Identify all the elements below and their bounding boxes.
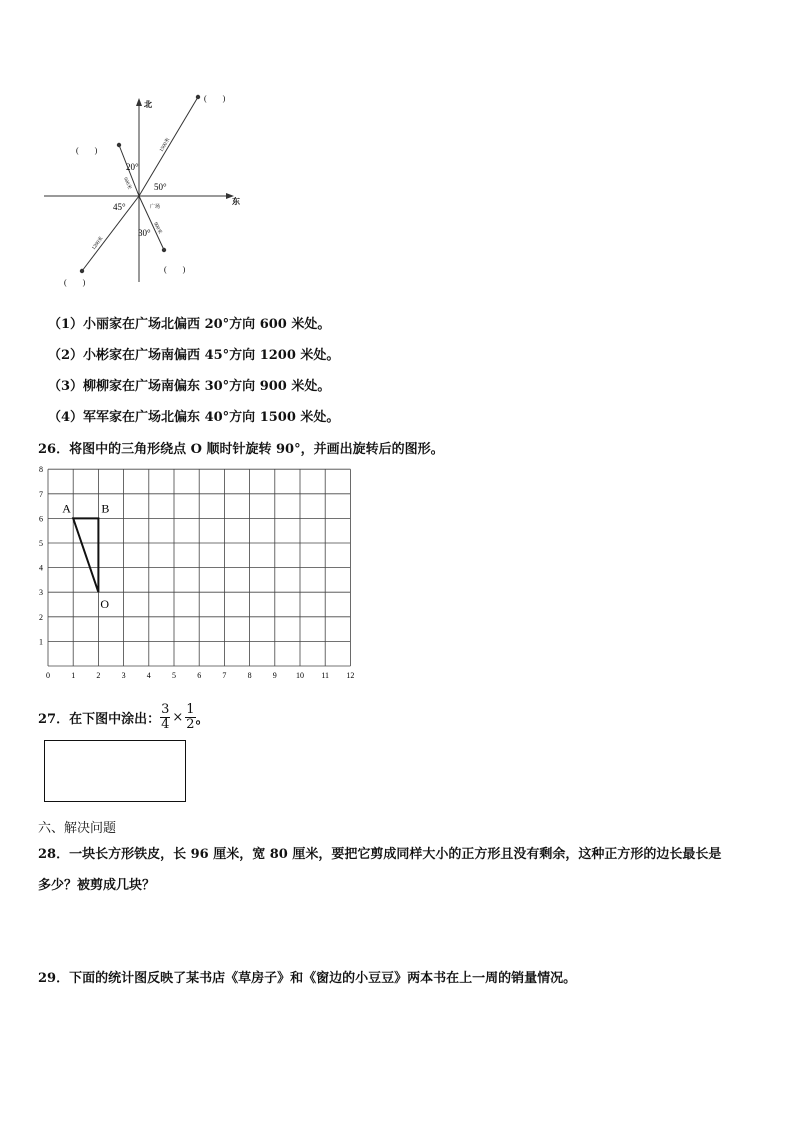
x-tick-label: 8 bbox=[247, 671, 252, 680]
fraction-one-half bbox=[185, 703, 195, 732]
point-northeast bbox=[196, 95, 200, 99]
q28-line-2: 多少？被剪成几块？ bbox=[38, 878, 156, 893]
fraction-1-denominator: 4 bbox=[161, 717, 170, 732]
y-tick-label: 2 bbox=[39, 612, 43, 622]
fraction-three-quarters bbox=[160, 703, 170, 732]
q28-line-1: 28．一块长方形铁皮，长 96 厘米，宽 80 厘米，要把它剪成同样大小的正方形且没有剩余，这种正方形的边长最长是 bbox=[38, 847, 722, 862]
x-tick-label: 1 bbox=[71, 671, 76, 680]
distance-southeast: 900米 bbox=[152, 221, 163, 236]
y-tick-label: 4 bbox=[39, 563, 43, 573]
y-tick-label: 5 bbox=[39, 539, 43, 548]
triangle-AOB bbox=[73, 518, 98, 592]
fraction-1-numerator: 3 bbox=[161, 702, 170, 717]
point-O-label: O bbox=[100, 597, 110, 612]
angle-30: 30° bbox=[138, 228, 151, 238]
angle-45: 45° bbox=[113, 202, 126, 212]
x-tick-label: 2 bbox=[96, 671, 101, 680]
point-southeast bbox=[162, 248, 166, 252]
x-tick-label: 9 bbox=[272, 671, 277, 680]
direction-diagram bbox=[38, 90, 258, 290]
center-label: 广场 bbox=[150, 205, 161, 210]
angle-20: 20° bbox=[126, 162, 139, 172]
y-tick-label: 7 bbox=[39, 489, 43, 499]
x-tick-label: 5 bbox=[172, 671, 176, 680]
point-A-label: A bbox=[62, 501, 71, 516]
north-arrow-icon bbox=[136, 98, 142, 106]
q25-item-4: （4）军军家在广场北偏东 40°方向 1500 米处。 bbox=[48, 410, 340, 425]
point-southwest bbox=[80, 269, 84, 273]
rotation-grid bbox=[36, 466, 361, 686]
x-tick-label: 11 bbox=[321, 671, 330, 680]
x-tick-label: 3 bbox=[121, 671, 126, 680]
q27-prefix: 27．在下图中涂出： bbox=[38, 712, 161, 727]
y-tick-label: 6 bbox=[39, 514, 43, 524]
x-tick-label: 0 bbox=[46, 671, 50, 680]
x-tick-label: 7 bbox=[222, 671, 227, 680]
blank-northeast: ( ) bbox=[204, 94, 226, 103]
ray-southwest bbox=[82, 196, 139, 271]
east-label: 东 bbox=[232, 197, 240, 206]
shading-rectangle[interactable] bbox=[44, 740, 186, 802]
x-tick-label: 12 bbox=[346, 671, 355, 680]
north-label: 北 bbox=[144, 100, 152, 109]
q25-item-3: （3）柳柳家在广场南偏东 30°方向 900 米处。 bbox=[48, 379, 331, 394]
q25-item-1: （1）小丽家在广场北偏西 20°方向 600 米处。 bbox=[48, 317, 331, 332]
y-tick-label: 3 bbox=[39, 588, 43, 598]
q27-suffix: 。 bbox=[195, 712, 209, 727]
angle-50: 50° bbox=[154, 182, 167, 192]
blank-southeast: ( ) bbox=[164, 265, 186, 274]
distance-southwest: 1200米 bbox=[91, 236, 105, 252]
q29-text: 29．下面的统计图反映了某书店《草房子》和《窗边的小豆豆》两本书在上一周的销量情况。 bbox=[38, 971, 577, 986]
fraction-2-numerator: 1 bbox=[186, 702, 195, 717]
ray-northeast bbox=[139, 97, 198, 196]
blank-northwest: ( ) bbox=[76, 146, 98, 155]
section-heading: 六、解决问题 bbox=[38, 821, 117, 836]
x-tick-label: 10 bbox=[296, 671, 304, 680]
y-tick-label: 8 bbox=[39, 466, 43, 475]
point-B-label: B bbox=[101, 501, 110, 516]
fraction-2-denominator: 2 bbox=[186, 717, 195, 732]
distance-northeast: 1500米 bbox=[159, 137, 172, 154]
x-tick-label: 6 bbox=[197, 671, 202, 680]
q25-item-2: （2）小彬家在广场南偏西 45°方向 1200 米处。 bbox=[48, 348, 340, 363]
q27-text bbox=[38, 703, 209, 732]
blank-southwest: ( ) bbox=[64, 278, 86, 287]
distance-northwest: 600米 bbox=[122, 176, 132, 191]
x-tick-label: 4 bbox=[146, 671, 151, 680]
point-northwest bbox=[117, 143, 121, 147]
y-tick-label: 1 bbox=[39, 637, 43, 647]
times-sign: × bbox=[172, 710, 184, 725]
q26-text: 26．将图中的三角形绕点 O 顺时针旋转 90°，并画出旋转后的图形。 bbox=[38, 442, 444, 457]
